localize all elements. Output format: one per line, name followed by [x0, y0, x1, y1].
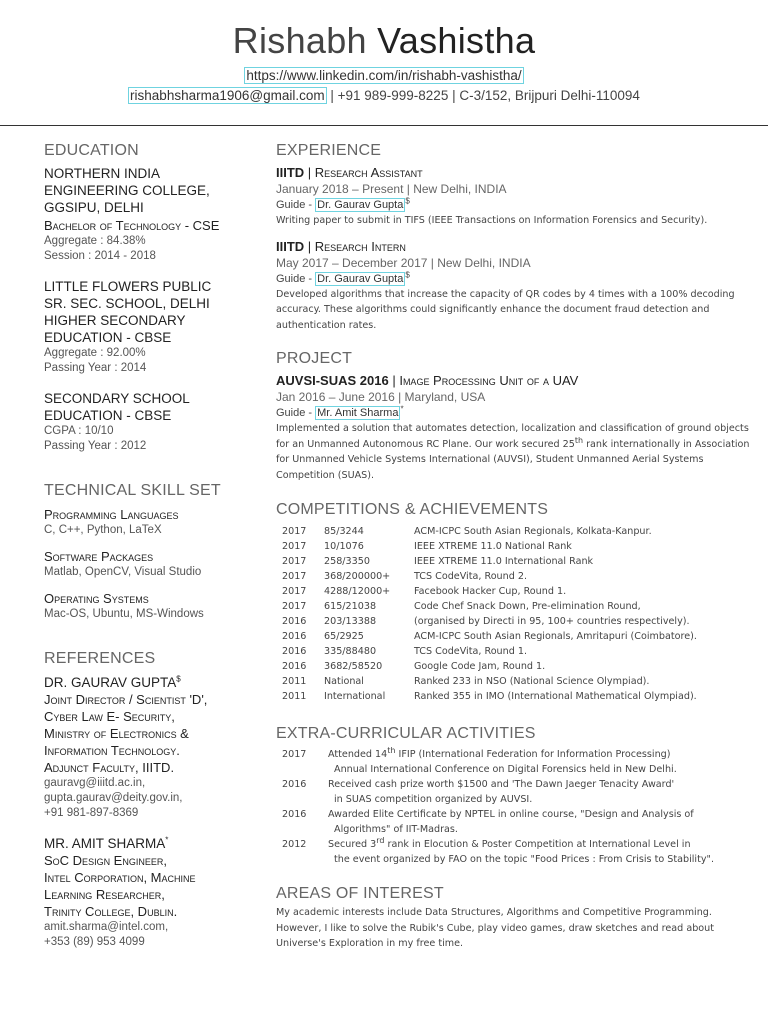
activity-row	[276, 777, 714, 807]
reference-role: Trinity College, Dublin.	[44, 904, 178, 919]
degree: SECONDARY SCHOOL EDUCATION - CBSE	[44, 391, 190, 423]
achievement-year: 2017	[282, 571, 307, 582]
last-name: Vashistha	[377, 20, 536, 61]
experience-guide: Guide - Dr. Gaurav Gupta $	[276, 196, 410, 211]
activity-year: 2016	[282, 779, 307, 790]
reference-contact: amit.sharma@intel.com,	[44, 921, 169, 933]
achievement-row	[276, 584, 697, 599]
achievement-year: 2017	[282, 541, 307, 552]
project-date: Jan 2016 – June 2016 | Maryland, USA	[276, 390, 486, 404]
activity-text: Secured 3rd rank in Elocution & Poster Competition at International Level in the event organized by FAO on the topic "Food Prices : From Crisis to Stability".	[328, 835, 714, 865]
achievement-row	[276, 644, 697, 659]
activity-text: Received cash prize worth $1500 and 'The Dawn Jaeger Tenacity Award' in SUAS competition organized by AUVSI.	[328, 779, 675, 805]
extra-heading: EXTRA-CURRICULAR ACTIVITIES	[276, 725, 536, 742]
skill-group	[44, 506, 262, 538]
achievement-text: Ranked 233 in NSO (National Science Olympiad).	[414, 676, 650, 687]
aggregate: Aggregate : 84.38%	[44, 235, 146, 247]
achievement-year: 2016	[282, 661, 307, 672]
achievement-text: Facebook Hacker Cup, Round 1.	[414, 586, 567, 597]
achievement-rank: 258/3350	[324, 556, 370, 567]
achievement-year: 2016	[282, 646, 307, 657]
achievement-row	[276, 539, 697, 554]
achievement-text: TCS CodeVita, Round 2.	[414, 571, 528, 582]
contact-details: | +91 989-999-8225 | C-3/152, Brijpuri Delhi-110094	[326, 88, 640, 103]
experience-item	[276, 164, 754, 229]
achievement-year: 2017	[282, 601, 307, 612]
achievement-year: 2016	[282, 631, 307, 642]
extra-table	[276, 747, 714, 867]
guide-link[interactable]: Dr. Gaurav Gupta	[317, 199, 404, 211]
activity-text: Awarded Elite Certificate by NPTEL in online course, "Design and Analysis of Algorithms" of IIT-Madras.	[328, 809, 694, 835]
activity-row	[276, 747, 714, 777]
degree: HIGHER SECONDARY EDUCATION - CBSE	[44, 313, 186, 345]
achievement-rank: 4288/12000+	[324, 586, 391, 597]
achievement-text: TCS CodeVita, Round 1.	[414, 646, 528, 657]
achievement-year: 2017	[282, 526, 307, 537]
passing-year: Passing Year : 2012	[44, 440, 147, 452]
contact-line	[0, 88, 768, 103]
activity-row	[276, 807, 714, 837]
reference	[44, 674, 262, 821]
email-link[interactable]: rishabhsharma1906@gmail.com	[130, 88, 325, 103]
achievement-rank: International	[324, 691, 386, 702]
experience-title: IIITD | Research Assistant	[276, 165, 423, 180]
references-heading: REFERENCES	[44, 650, 156, 667]
skill-group-items: Matlab, OpenCV, Visual Studio	[44, 566, 202, 578]
achievement-text: ACM-ICPC South Asian Regionals, Amritapuri (Coimbatore).	[414, 631, 697, 642]
achievement-row	[276, 629, 697, 644]
achievement-row	[276, 599, 697, 614]
skill-group-title: Operating Systems	[44, 591, 149, 606]
achievement-year: 2017	[282, 586, 307, 597]
experience-date: May 2017 – December 2017 | New Delhi, INDIA	[276, 255, 531, 270]
reference-role: Adjunct Faculty, IIITD.	[44, 760, 175, 775]
achievement-year: 2011	[282, 676, 307, 687]
project-heading: PROJECT	[276, 350, 353, 367]
project-item	[276, 372, 754, 483]
reference-name: DR. GAURAV GUPTA$	[44, 674, 181, 690]
achievement-row	[276, 524, 697, 539]
reference-role: Cyber Law E- Security,	[44, 709, 175, 724]
linkedin-link[interactable]: https://www.linkedin.com/in/rishabh-vashistha/	[246, 68, 522, 83]
skill-group	[44, 590, 262, 622]
experience-item	[276, 238, 754, 334]
degree: Bachelor of Technology - CSE	[44, 218, 220, 233]
achievement-text: Ranked 355 in IMO (International Mathematical Olympiad).	[414, 691, 697, 702]
reference-mark: $	[176, 674, 181, 684]
achievement-rank: 85/3244	[324, 526, 364, 537]
achievement-year: 2016	[282, 616, 307, 627]
aggregate: Aggregate : 92.00%	[44, 347, 146, 359]
right-column	[276, 140, 754, 952]
skill-group-title: Software Packages	[44, 549, 154, 564]
reference-role: Joint Director / Scientist 'D',	[44, 692, 208, 707]
activity-year: 2017	[282, 749, 307, 760]
experience-description: Writing paper to submit in TIFS (IEEE Transactions on Information Forensics and Security).	[276, 215, 708, 226]
reference	[44, 835, 262, 950]
achievement-text: IEEE XTREME 11.0 International Rank	[414, 556, 594, 567]
skill-group-items: Mac-OS, Ubuntu, MS-Windows	[44, 608, 204, 620]
achievement-row	[276, 554, 697, 569]
left-column	[44, 140, 262, 950]
achievement-row	[276, 614, 697, 629]
reference-role: SoC Design Engineer,	[44, 853, 167, 868]
reference-contact: +353 (89) 953 4099	[44, 936, 145, 948]
skill-group-title: Programming Languages	[44, 507, 179, 522]
reference-role: Learning Researcher,	[44, 887, 165, 902]
experience-date: January 2018 – Present | New Delhi, INDIA	[276, 182, 507, 196]
education-item	[44, 165, 262, 264]
interests-text: My academic interests include Data Structures, Algorithms and Competitive Programming. However, I like to solve the Rubik's Cube, play video games, draw sketches and read about Universe's Exploration in my free time.	[276, 907, 715, 949]
achievement-text: ACM-ICPC South Asian Regionals, Kolkata-Kanpur.	[414, 526, 652, 537]
education-item	[44, 390, 262, 454]
skill-group	[44, 548, 262, 580]
achievement-text: (organised by Directi in 95, 100+ countries respectively).	[414, 616, 690, 627]
project-description: Implemented a solution that automates detection, localization and classification of ground objects for an Unmanned Autonomous RC Plane. Our work secured 25th rank internationally in Association for Unmanned Vehicle Systems International (AUVSI), Student Unmanned Aerial Systems Competition (SUAS).	[276, 423, 750, 481]
achievement-text: Google Code Jam, Round 1.	[414, 661, 546, 672]
achievement-row	[276, 689, 697, 704]
reference-contact: gupta.gaurav@deity.gov.in,	[44, 792, 183, 804]
achievement-text: Code Chef Snack Down, Pre-elimination Round,	[414, 601, 641, 612]
school-name: LITTLE FLOWERS PUBLIC SR. SEC. SCHOOL, DELHI	[44, 279, 212, 311]
experience-heading: EXPERIENCE	[276, 142, 382, 159]
achievement-row	[276, 659, 697, 674]
achievement-rank: 335/88480	[324, 646, 377, 657]
activity-row	[276, 837, 714, 867]
reference-name: MR. AMIT SHARMA*	[44, 835, 169, 851]
school-name: NORTHERN INDIA ENGINEERING COLLEGE, GGSIPU, DELHI	[44, 166, 210, 215]
skill-group-items: C, C++, Python, LaTeX	[44, 524, 162, 536]
education-item	[44, 278, 262, 376]
first-name: Rishabh	[232, 20, 367, 61]
achievement-rank: 3682/58520	[324, 661, 383, 672]
achievement-rank: 368/200000+	[324, 571, 391, 582]
experience-description: Developed algorithms that increase the capacity of QR codes by 4 times with a 100% decoding accuracy. These algorithms could significantly enhance the document fraud detection and authentication rates.	[276, 288, 735, 331]
education-heading: EDUCATION	[44, 142, 139, 159]
achievement-text: IEEE XTREME 11.0 National Rank	[414, 541, 572, 552]
achievement-year: 2011	[282, 691, 307, 702]
achievement-rank: 615/21038	[324, 601, 377, 612]
guide-link[interactable]: Mr. Amit Sharma	[317, 407, 399, 419]
interests-heading: AREAS OF INTEREST	[276, 885, 444, 902]
candidate-name	[0, 20, 768, 62]
reference-contact: gauravg@iiitd.ac.in,	[44, 777, 146, 789]
skills-heading: TECHNICAL SKILL SET	[44, 482, 221, 499]
achievement-row	[276, 569, 697, 584]
reference-contact: +91 981-897-8369	[44, 807, 139, 819]
reference-role: Ministry of Electronics &	[44, 726, 189, 741]
experience-guide: Guide - Dr. Gaurav Gupta $	[276, 269, 410, 285]
competitions-table	[276, 524, 697, 704]
experience-title: IIITD | Research Intern	[276, 238, 406, 254]
guide-link[interactable]: Dr. Gaurav Gupta	[317, 272, 404, 285]
activity-text: Attended 14th IFIP (International Federation for Information Processing) Annual International Conference on Digital Forensics held in New Delhi.	[328, 745, 677, 775]
reference-mark: *	[165, 835, 169, 845]
achievement-year: 2017	[282, 556, 307, 567]
cgpa: CGPA : 10/10	[44, 425, 114, 437]
competitions-heading: COMPETITIONS & ACHIEVEMENTS	[276, 501, 549, 518]
activity-year: 2016	[282, 809, 307, 820]
project-guide: Guide - Mr. Amit Sharma *	[276, 404, 404, 419]
achievement-rank: National	[324, 676, 364, 687]
passing-year: Passing Year : 2014	[44, 362, 147, 374]
session: Session : 2014 - 2018	[44, 250, 156, 262]
achievement-row	[276, 674, 697, 689]
achievement-rank: 10/1076	[324, 541, 364, 552]
project-title: AUVSI-SUAS 2016 | Image Processing Unit of a UAV	[276, 373, 579, 388]
linkedin-line	[0, 68, 768, 83]
reference-role: Intel Corporation, Machine	[44, 870, 196, 885]
activity-year: 2012	[282, 839, 307, 850]
achievement-rank: 203/13388	[324, 616, 377, 627]
achievement-rank: 65/2925	[324, 631, 364, 642]
header-divider	[0, 125, 768, 126]
reference-role: Information Technology.	[44, 743, 180, 758]
